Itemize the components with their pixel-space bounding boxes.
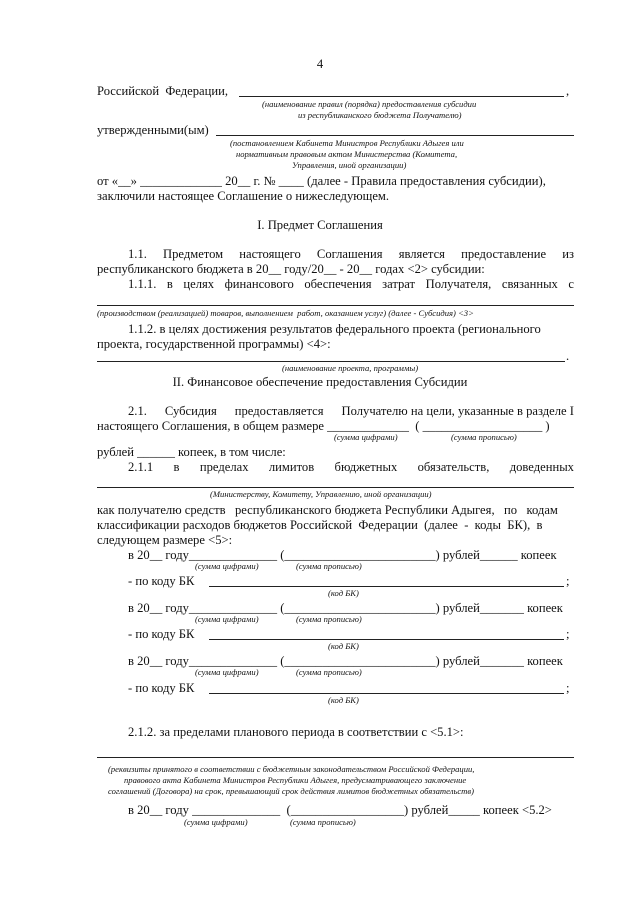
page-number: 4 bbox=[316, 57, 324, 71]
rule-production bbox=[97, 305, 574, 306]
para-1-1-2: 1.1.2. в целях достижения результатов федерального проекта (регионального bbox=[128, 322, 541, 336]
rule-kbk-3 bbox=[209, 693, 564, 694]
caption-requisites-2: правового акта Кабинета Министров Республики Адыгея, предусматривающего заключение bbox=[124, 775, 467, 785]
word: целях bbox=[183, 277, 215, 291]
word: настоящего bbox=[239, 247, 301, 261]
para-2-1 bbox=[128, 404, 574, 419]
caption-project: (наименование проекта, программы) bbox=[282, 363, 419, 373]
caption-rules-name: (наименование правил (порядка) предоставления субсидии bbox=[262, 99, 477, 109]
para-1-1 bbox=[128, 247, 574, 262]
para-2-1-2: 2.1.2. за пределами планового периода в соответствии с <5.1>: bbox=[128, 725, 464, 739]
para-2-1-rubles: рублей ______ копеек, в том числе: bbox=[97, 445, 286, 459]
semicolon-1: ; bbox=[566, 574, 570, 588]
caption-row2-words: (сумма прописью) bbox=[296, 614, 362, 624]
word: из bbox=[562, 247, 574, 261]
caption-sum-words: (сумма прописью) bbox=[451, 432, 517, 442]
word: Предметом bbox=[163, 247, 224, 261]
word: связанных bbox=[501, 277, 558, 291]
word: 2.1. bbox=[128, 404, 147, 418]
rule-rules-name bbox=[239, 96, 564, 97]
word: Соглашения bbox=[316, 247, 383, 261]
para-2-1-1 bbox=[128, 460, 574, 475]
word: с bbox=[568, 277, 574, 291]
year-row-3: в 20__ году______________ (________________________) рублей_______ копеек bbox=[128, 654, 563, 668]
word: является bbox=[398, 247, 445, 261]
caption-row3-figures: (сумма цифрами) bbox=[195, 667, 259, 677]
rule-approved-by bbox=[216, 135, 574, 136]
text-concluded: заключили настоящее Соглашение о нижеследующем. bbox=[97, 189, 390, 203]
year-row-last: в 20__ году ______________ (__________________) рублей_____ копеек <5.2> bbox=[128, 803, 552, 817]
text-line-federation: Российской Федерации, bbox=[97, 84, 228, 98]
caption-sum-figures: (сумма цифрами) bbox=[334, 432, 398, 442]
caption-rules-name-2: из республиканского бюджета Получателю) bbox=[298, 110, 462, 120]
caption-row2-figures: (сумма цифрами) bbox=[195, 614, 259, 624]
word: финансового bbox=[224, 277, 294, 291]
word: в bbox=[173, 460, 180, 474]
word: обязательств, bbox=[417, 460, 490, 474]
rule-kbk-1 bbox=[209, 586, 564, 587]
caption-production: (производством (реализацией) товаров, выполнением работ, оказанием услуг) (далее - Субсидия) <3> bbox=[97, 308, 474, 318]
word: бюджетных bbox=[334, 460, 398, 474]
rule-ministry bbox=[97, 487, 574, 488]
caption-cabinet-1: (постановлением Кабинета Министров Республики Адыгея или bbox=[230, 138, 464, 148]
caption-row3-words: (сумма прописью) bbox=[296, 667, 362, 677]
para-2-1-1-c: классификации расходов бюджетов Российской Федерации (далее - коды БК), в bbox=[97, 518, 543, 532]
year-row-2: в 20__ году______________ (________________________) рублей_______ копеек bbox=[128, 601, 563, 615]
caption-ministry: (Министерству, Комитету, Управлению, иной организации) bbox=[210, 489, 432, 499]
kbk-row-3: - по коду БК bbox=[128, 681, 195, 695]
rule-kbk-2 bbox=[209, 639, 564, 640]
rule-requisites bbox=[97, 757, 574, 758]
word: затрат bbox=[382, 277, 416, 291]
text-date-line: от «__» _____________ 20__ г. № ____ (далее - Правила предоставления субсидии), bbox=[97, 174, 546, 188]
word: 1.1. bbox=[128, 247, 147, 261]
para-2-1-1-d: следующем размере <5>: bbox=[97, 533, 233, 547]
text-approved: утвержденными(ым) bbox=[97, 123, 209, 137]
text-comma: , bbox=[566, 84, 570, 98]
word: пределах bbox=[199, 460, 249, 474]
caption-kbk-2: (код БК) bbox=[328, 641, 359, 651]
caption-last-figures: (сумма цифрами) bbox=[184, 817, 248, 827]
word: обеспечения bbox=[304, 277, 372, 291]
word: в bbox=[166, 277, 173, 291]
text-dot: . bbox=[566, 349, 570, 363]
year-row-1: в 20__ году______________ (________________________) рублей______ копеек bbox=[128, 548, 557, 562]
caption-row1-words: (сумма прописью) bbox=[296, 561, 362, 571]
word: Получателю на цели, указанные в разделе I bbox=[341, 404, 574, 418]
rule-project bbox=[97, 361, 565, 362]
para-1-1-cont: республиканского бюджета в 20__ году/20__ - 20__ годах <2> субсидии: bbox=[97, 262, 485, 276]
section-heading-2: II. Финансовое обеспечение предоставления Субсидии bbox=[172, 375, 468, 389]
kbk-row-2: - по коду БК bbox=[128, 627, 195, 641]
word: предоставляется bbox=[234, 404, 324, 418]
section-heading-1: I. Предмет Соглашения bbox=[257, 218, 383, 232]
word: 2.1.1 bbox=[128, 460, 154, 474]
caption-cabinet-3: Управления, иной организации) bbox=[292, 160, 407, 170]
caption-last-words: (сумма прописью) bbox=[290, 817, 356, 827]
word: лимитов bbox=[268, 460, 315, 474]
caption-kbk-3: (код БК) bbox=[328, 695, 359, 705]
caption-requisites-1: (реквизиты принятого в соответствии с бюджетным законодательством Российской Федерации, bbox=[108, 764, 475, 774]
word: Получателя, bbox=[425, 277, 492, 291]
para-1-1-1 bbox=[128, 277, 574, 292]
caption-kbk-1: (код БК) bbox=[328, 588, 359, 598]
word: предоставление bbox=[461, 247, 547, 261]
caption-requisites-3: соглашений (Договора) на срок, превышающий срок действия лимитов бюджетных обязательств) bbox=[108, 786, 474, 796]
caption-row1-figures: (сумма цифрами) bbox=[195, 561, 259, 571]
para-1-1-2-cont: проекта, государственной программы) <4>: bbox=[97, 337, 331, 351]
word: 1.1.1. bbox=[128, 277, 157, 291]
semicolon-2: ; bbox=[566, 627, 570, 641]
word: доведенных bbox=[509, 460, 574, 474]
caption-cabinet-2: нормативным правовым актом Министерства (Комитета, bbox=[236, 149, 458, 159]
semicolon-3: ; bbox=[566, 681, 570, 695]
para-2-1-1-b: как получателю средств республиканского бюджета Республики Адыгея, по кодам bbox=[97, 503, 558, 517]
kbk-row-1: - по коду БК bbox=[128, 574, 195, 588]
para-2-1-cont: настоящего Соглашения, в общем размере _____________ ( ___________________ ) bbox=[97, 419, 550, 433]
word: Субсидия bbox=[164, 404, 217, 418]
